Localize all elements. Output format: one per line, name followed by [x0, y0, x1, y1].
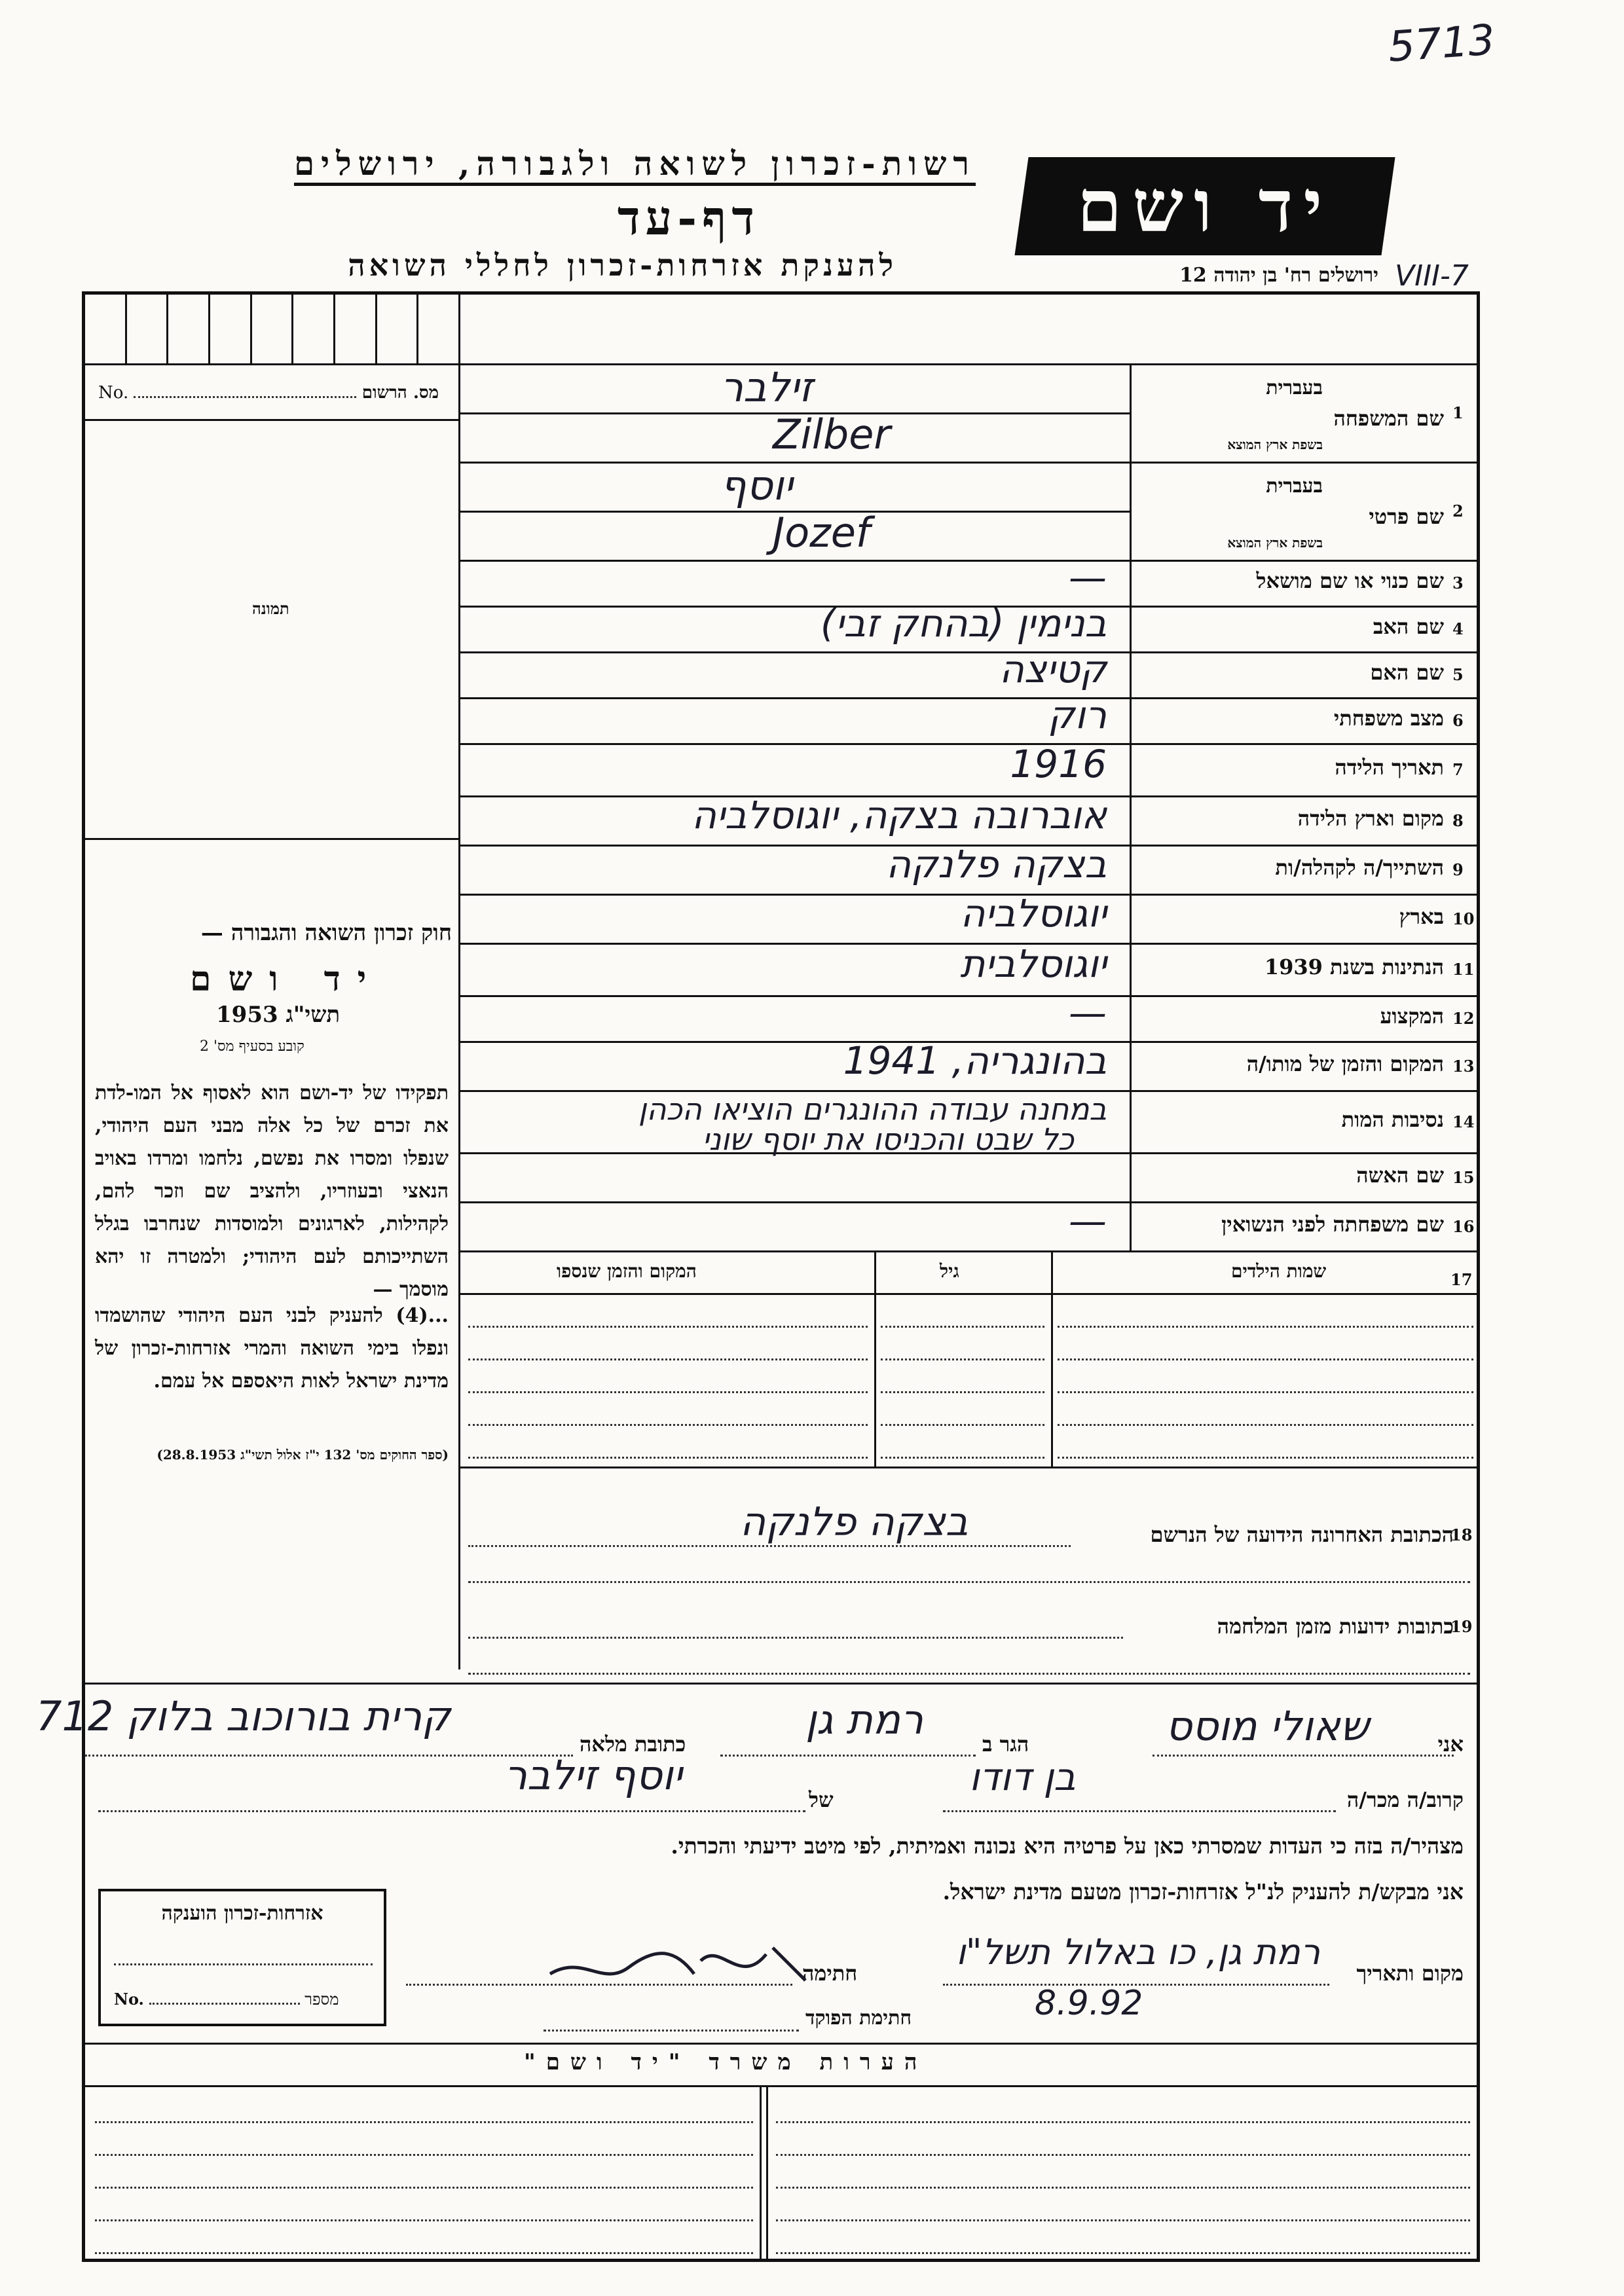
law-reference: (ספר החוקים מס' 132 י"ז אלול תשי"ג 28.8.1953)	[157, 1447, 449, 1463]
children-row-line	[468, 1391, 868, 1393]
law-title: חוק זכרון השואה והגבורה —	[200, 920, 452, 946]
office-note-line	[776, 2252, 1470, 2254]
children-row-line	[468, 1424, 868, 1426]
children-row-line	[881, 1391, 1044, 1393]
field-num: 15	[1452, 1167, 1475, 1187]
children-names-header: שמות הילדים	[1231, 1260, 1327, 1282]
field-sub-hebrew: בעברית	[1266, 475, 1323, 498]
field-value-local: Jozef	[773, 509, 870, 556]
office-note-line	[95, 2252, 753, 2254]
children-row-line	[881, 1326, 1044, 1328]
field-label: שם האם	[1370, 660, 1444, 685]
field-row-divider	[458, 462, 1477, 464]
office-note-line	[95, 2154, 753, 2156]
children-row-line	[468, 1358, 868, 1360]
children-place-header: המקום והזמן שנספו	[557, 1260, 697, 1282]
field18-num: 18	[1450, 1525, 1473, 1544]
registration-number	[98, 383, 452, 403]
award-no-prefix: No.	[114, 1990, 144, 2009]
yad-vashem-logo	[1014, 157, 1395, 255]
decl-place-date-label: מקום ותאריך	[1356, 1961, 1464, 1986]
field-num: 4	[1452, 619, 1464, 638]
field-value: במחנה עבודה ההונגרים הוציאו הכהן	[638, 1091, 1107, 1127]
field-sub-local: בשפת ארץ המוצא	[1227, 535, 1323, 551]
law-clause: קובע בסעיף מס' 2	[200, 1038, 304, 1055]
children-row-line	[1058, 1358, 1473, 1360]
office-note-line	[776, 2154, 1470, 2156]
children-row-line	[881, 1424, 1044, 1426]
field-label: מצב משפחתי	[1333, 706, 1444, 731]
decl-resides-value: רמת גן	[805, 1696, 924, 1743]
field-num: 14	[1452, 1112, 1475, 1131]
office-note-line	[776, 2187, 1470, 2189]
field-row-divider	[458, 560, 1477, 562]
children-num: 17	[1450, 1270, 1473, 1289]
decl-of-value: יוסף זילבר	[504, 1751, 682, 1799]
field-value: 1916	[1010, 742, 1107, 786]
children-age-header: גיל	[940, 1260, 959, 1282]
field-num: 10	[1452, 909, 1475, 928]
field-num: 7	[1452, 760, 1464, 779]
field-sub-hebrew: בעברית	[1266, 376, 1323, 399]
field19-num: 19	[1450, 1617, 1473, 1636]
field19-label: כתובות ידועות מזמן המלחמה	[1217, 1614, 1454, 1639]
field-row-divider	[458, 995, 1477, 997]
office-note-line	[776, 2121, 1470, 2123]
field-num: 8	[1452, 811, 1464, 830]
field-value: —	[1069, 555, 1107, 600]
form-title: דף-עד	[617, 190, 760, 246]
field-num: 16	[1452, 1216, 1475, 1236]
children-row-line	[881, 1358, 1044, 1360]
field-value: —	[1069, 1198, 1107, 1243]
children-row-line	[1058, 1424, 1473, 1426]
field-row-divider	[458, 743, 1477, 745]
field-label: השתייך/ה לקהלה/ות	[1275, 854, 1444, 880]
field-row-divider	[458, 651, 1477, 653]
field-value-hebrew: יוסף	[720, 462, 793, 509]
children-row-line	[468, 1457, 868, 1459]
field-num: 1	[1452, 403, 1464, 422]
field-label: מקום וארץ הלידה	[1297, 805, 1444, 831]
law-text-2: ...(4) להעניק לבני העם היהודי שהושמדו ונפלו בימי השואה והמרי אזרחות-זכרון של מדינת ישראל לאות היאספם אל עמם.	[95, 1304, 449, 1393]
decl-request: אני מבקש/ת להעניק לנ"ל אזרחות-זכרון מטעם מדינת ישראל.	[942, 1879, 1464, 1904]
witness-signature	[544, 1928, 812, 2000]
field-label: תאריך הלידה	[1335, 755, 1444, 780]
decl-i-label: אני	[1437, 1732, 1464, 1757]
office-notes-title: הערות משרד "יד ושם"	[524, 2049, 928, 2075]
field-label: הנתינות בשנת 1939	[1264, 955, 1444, 979]
children-row-line	[881, 1457, 1044, 1459]
reference-code: VIII-7	[1395, 259, 1469, 293]
field-value: יוגוסלבית	[960, 941, 1107, 986]
field-value: בצקה פלנקה	[886, 841, 1107, 886]
field-label: שם כנוי או שם מושאל	[1256, 568, 1444, 593]
field-label: המקצוע	[1380, 1004, 1444, 1029]
field-value: יוגוסלביה	[960, 890, 1107, 936]
decl-relative-label: קרוב/ה מכר/ה	[1346, 1787, 1464, 1812]
field-num: 12	[1452, 1009, 1475, 1028]
logo-text: יד ושם	[1077, 164, 1333, 248]
corner-number: 5713	[1386, 16, 1497, 72]
office-note-line	[95, 2121, 753, 2123]
field-label: שם האשה	[1356, 1162, 1444, 1188]
field-label: בארץ	[1399, 903, 1444, 929]
decl-statement: מצהיר/ה בזה כי העדות שמסרתי כאן על פרטיה היא נכונה ואמיתית, לפי מיטב ידיעתי והכרתי.	[671, 1833, 1464, 1859]
decl-i-value: שאולי מוסס	[1166, 1702, 1369, 1750]
field-num: 2	[1452, 501, 1464, 520]
children-row-line	[1058, 1326, 1473, 1328]
field-value: בהונגריה, 1941	[843, 1038, 1107, 1083]
office-note-line	[95, 2219, 753, 2221]
children-row-line	[468, 1326, 868, 1328]
photo-label: תמונה	[252, 599, 289, 618]
field-value-line2: כל שבט והכניסו את יוסף שוני	[702, 1121, 1074, 1157]
header-address: ירושלים רח' בן יהודה 12	[1179, 264, 1378, 287]
children-row-line	[1058, 1391, 1473, 1393]
decl-signature-label: חתימה	[802, 1961, 858, 1986]
children-row-line	[1058, 1457, 1473, 1459]
field-num: 5	[1452, 665, 1464, 684]
office-note-line	[776, 2219, 1470, 2221]
form-subtitle: להענקת אזרחות-זכרון לחללי השואה	[348, 247, 897, 283]
field-label: שם האב	[1373, 614, 1444, 639]
field-num: 3	[1452, 574, 1464, 592]
field-num: 13	[1452, 1056, 1475, 1076]
reg-no-prefix: No.	[98, 383, 129, 403]
decl-relative-value: בן דודו	[969, 1755, 1076, 1799]
field-label: המקום והזמן של מותו/ה	[1246, 1051, 1444, 1076]
reg-no-label: מס. הרשום	[361, 383, 439, 403]
field-sub-local: בשפת ארץ המוצא	[1227, 437, 1323, 452]
decl-officer-label: חתימת הפוקד	[805, 2007, 912, 2030]
field-value-local: Zilber	[773, 410, 891, 458]
law-year: תשי"ג 1953	[216, 1002, 341, 1028]
award-number	[114, 1990, 373, 2009]
decl-of-label: של	[809, 1787, 834, 1812]
award-title: אזרחות-זכרון הוענקה	[161, 1902, 323, 1925]
field-label: נסיבות המות	[1341, 1106, 1444, 1132]
law-name: יד ושם	[190, 959, 384, 999]
field-label: שם המשפחה	[1333, 406, 1444, 431]
field-label: שם פרטי	[1369, 504, 1444, 529]
field-num: 11	[1452, 960, 1475, 979]
field18-label: הכתובת האחרונה הידועה של הנרשם	[1150, 1522, 1454, 1547]
office-note-line	[95, 2187, 753, 2189]
field-value: —	[1069, 991, 1107, 1035]
field18-value: בצקה פלנקה	[740, 1499, 969, 1545]
decl-address-value: קרית בורוכוב בלוק 712	[36, 1692, 451, 1740]
decl-place-date-value: רמת גן, כו באלול תשל"ו	[956, 1931, 1321, 1973]
field-num: 6	[1452, 711, 1464, 730]
field-value: רוק	[1048, 693, 1107, 737]
field-label: שם משפחתה לפני הנשואין	[1221, 1211, 1444, 1237]
decl-date-numeric: 8.9.92	[1035, 1984, 1143, 2023]
field-value: בנימין (בהחק זבי)	[820, 601, 1107, 646]
field-value: אוברובה בצקה, יוגוסלביה	[692, 792, 1107, 837]
field-value: קטיצה	[999, 647, 1107, 691]
field-num: 9	[1452, 860, 1464, 879]
decl-address-label: כתובת מלאה	[580, 1732, 686, 1757]
field-row-divider	[458, 697, 1477, 699]
field-value-hebrew: זילבר	[720, 363, 813, 411]
award-number-label: מספר	[304, 1990, 339, 2009]
award-box	[98, 1889, 386, 2026]
authority-title: רשות-זכרון לשואה ולגבורה, ירושלים	[294, 144, 976, 186]
field-row-divider	[458, 1201, 1477, 1203]
decl-resides-label: הגר ב	[982, 1732, 1029, 1757]
law-text-1: תפקידו של יד-ושם הוא לאסוף אל המו-לדת את זכרם של כל אלה מבני העם היהודי, שנפלו ומסרו את נפשם, נלחמו ומרדו באויב הנאצי ובעוזריו, ולהציב שם וזכר להם, לקהילות, לארגונים ולמוסדות שנחרבו בגלל השתייכותם לעם היהודי; ולמטרה זו יהא מוסמך —	[95, 1082, 449, 1301]
code-boxes	[85, 295, 460, 365]
